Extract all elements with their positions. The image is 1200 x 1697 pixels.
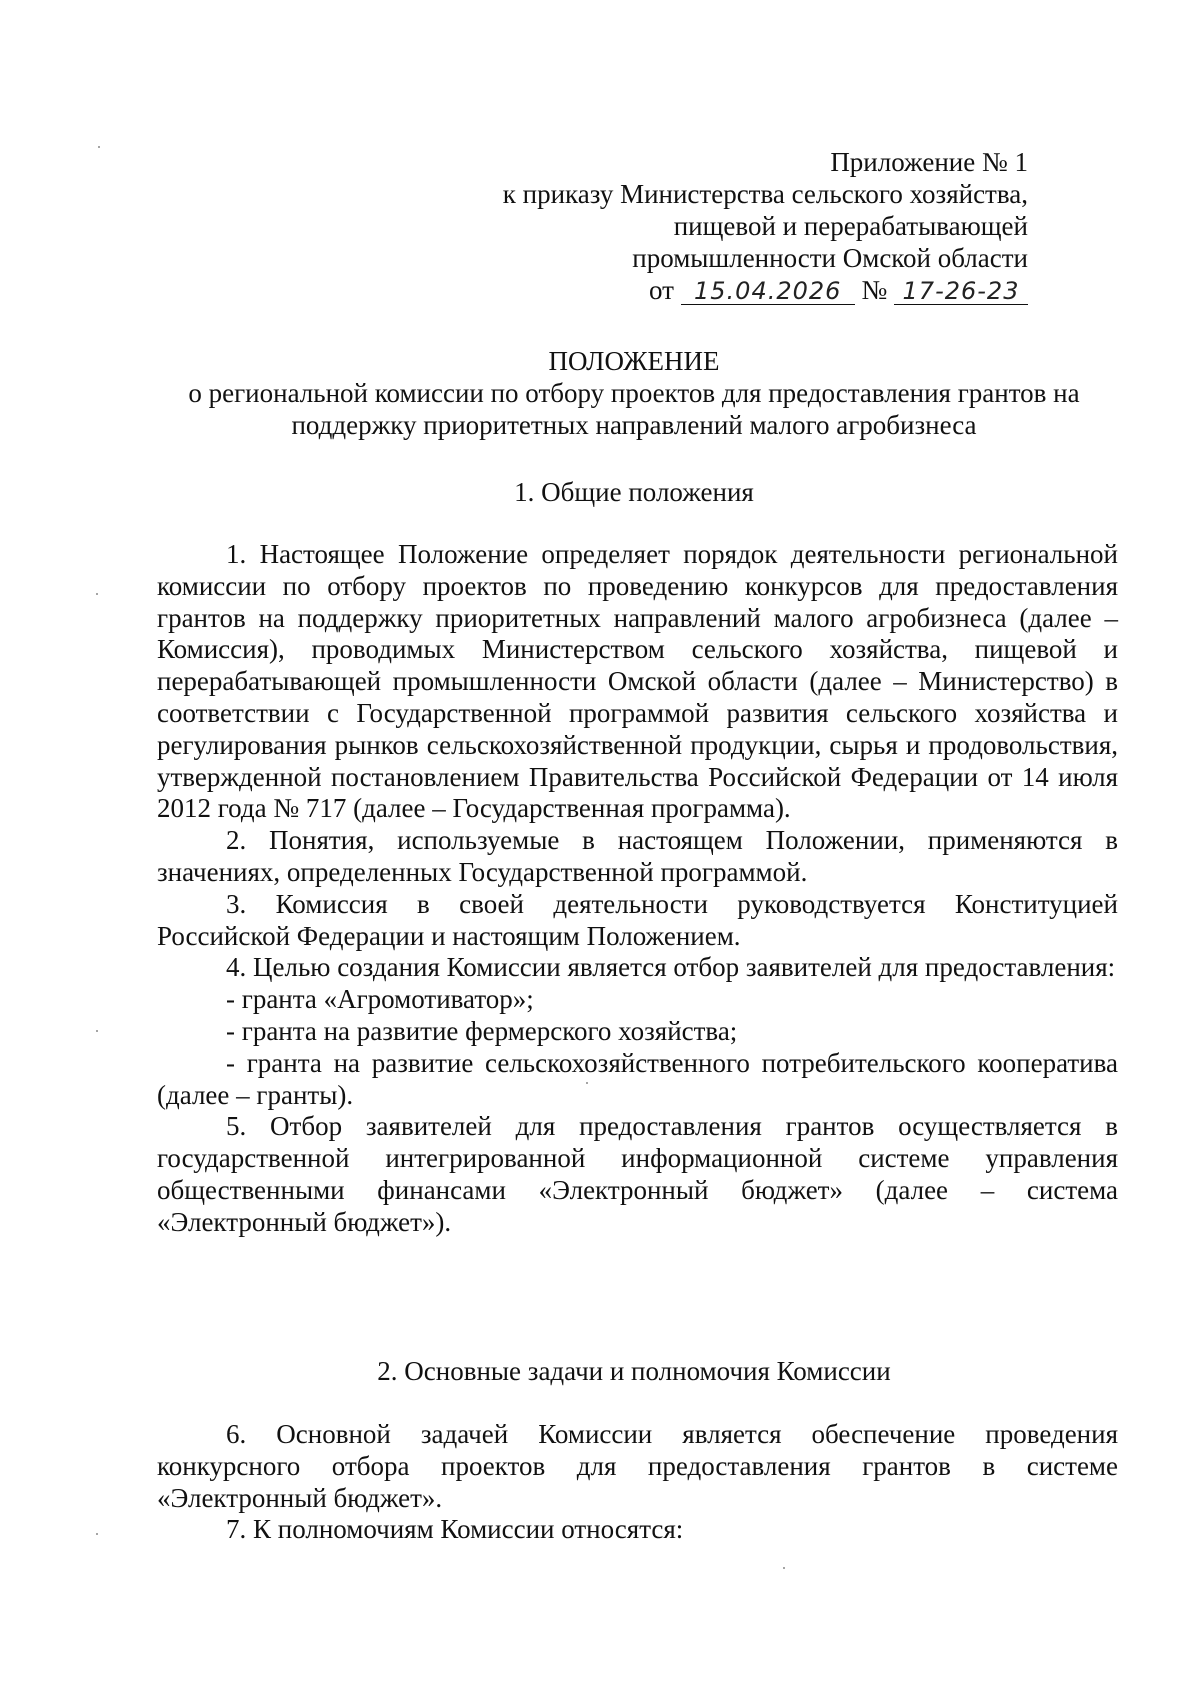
scan-speck xyxy=(586,1082,588,1084)
document-title xyxy=(150,345,1118,441)
section-2-body xyxy=(157,1419,1118,1546)
scan-speck xyxy=(783,1567,785,1569)
number-prefix: № xyxy=(861,275,888,305)
section-2-heading: 2. Основные задачи и полномочия Комиссии xyxy=(377,1356,891,1386)
order-reference: к приказу Министерства сельского хозяйства, xyxy=(502,179,1028,209)
paragraph-1: 1. Настоящее Положение определяет порядок деятельности региональной комиссии по отбору проектов по проведению конкурсов для предоставления грантов на поддержку приоритетных направлений малого агробизнеса (далее – Комиссия), проводимых Министерством сельского хозяйства, пищевой и перерабатывающей промышленности Омской области (далее – Министерство) в соответствии с Государственной программой развития сельского хозяйства и регулирования рынков сельскохозяйственной продукции, сырья и продовольствия, утвержденной постановлением Правительства Российской Федерации от 14 июля 2012 года № 717 (далее – Государственная программа). xyxy=(157,539,1118,824)
paragraph-2: 2. Понятия, используемые в настоящем Положении, применяются в значениях, определенных Государственной программой. xyxy=(157,825,1118,887)
scan-speck xyxy=(96,593,98,595)
ministry-name-line: пищевой и перерабатывающей xyxy=(673,211,1028,241)
paragraph-7: 7. К полномочиям Комиссии относятся: xyxy=(226,1514,684,1545)
list-item-grant-cooperative: - гранта на развитие сельскохозяйственного потребительского кооператива (далее – гранты). xyxy=(157,1047,1118,1110)
list-item-grant-farm: - гранта на развитие фермерского хозяйства; xyxy=(226,1015,738,1046)
title-subtitle: о региональной комиссии по отбору проектов для предоставления грантов на поддержку приоритетных направлений малого агробизнеса xyxy=(188,378,1080,440)
scan-speck xyxy=(96,1533,98,1535)
paragraph-3: 3. Комиссия в своей деятельности руководствуется Конституцией Российской Федерации и настоящим Положением. xyxy=(157,888,1118,951)
scan-speck xyxy=(96,1030,98,1032)
list-item-grant-agromotivator: - гранта «Агромотиватор»; xyxy=(226,984,534,1015)
order-date-number-line xyxy=(408,274,1028,306)
scan-speck xyxy=(98,146,100,148)
appendix-number: Приложение № 1 xyxy=(830,147,1028,177)
paragraph-5: 5. Отбор заявителей для предоставления грантов осуществляется в государственной интегрированной информационной системе управления общественными финансами «Электронный бюджет» (далее – система «Электронный бюджет»). xyxy=(157,1111,1118,1237)
handwritten-date: 15.04.2026 xyxy=(681,278,855,305)
title-heading: ПОЛОЖЕНИЕ xyxy=(548,346,720,376)
section-1-heading: 1. Общие положения xyxy=(514,477,754,507)
appendix-header xyxy=(408,146,1028,306)
date-prefix: от xyxy=(649,275,674,305)
section-1-body xyxy=(157,539,1118,1239)
ministry-region-line: промышленности Омской области xyxy=(632,243,1028,273)
handwritten-order-number: 17-26-23 xyxy=(894,278,1028,305)
paragraph-6: 6. Основной задачей Комиссии является обеспечение проведения конкурсного отбора проектов для предоставления грантов в системе «Электронный бюджет». xyxy=(157,1419,1118,1513)
paragraph-4: 4. Целью создания Комиссии является отбор заявителей для предоставления: xyxy=(226,952,1116,983)
